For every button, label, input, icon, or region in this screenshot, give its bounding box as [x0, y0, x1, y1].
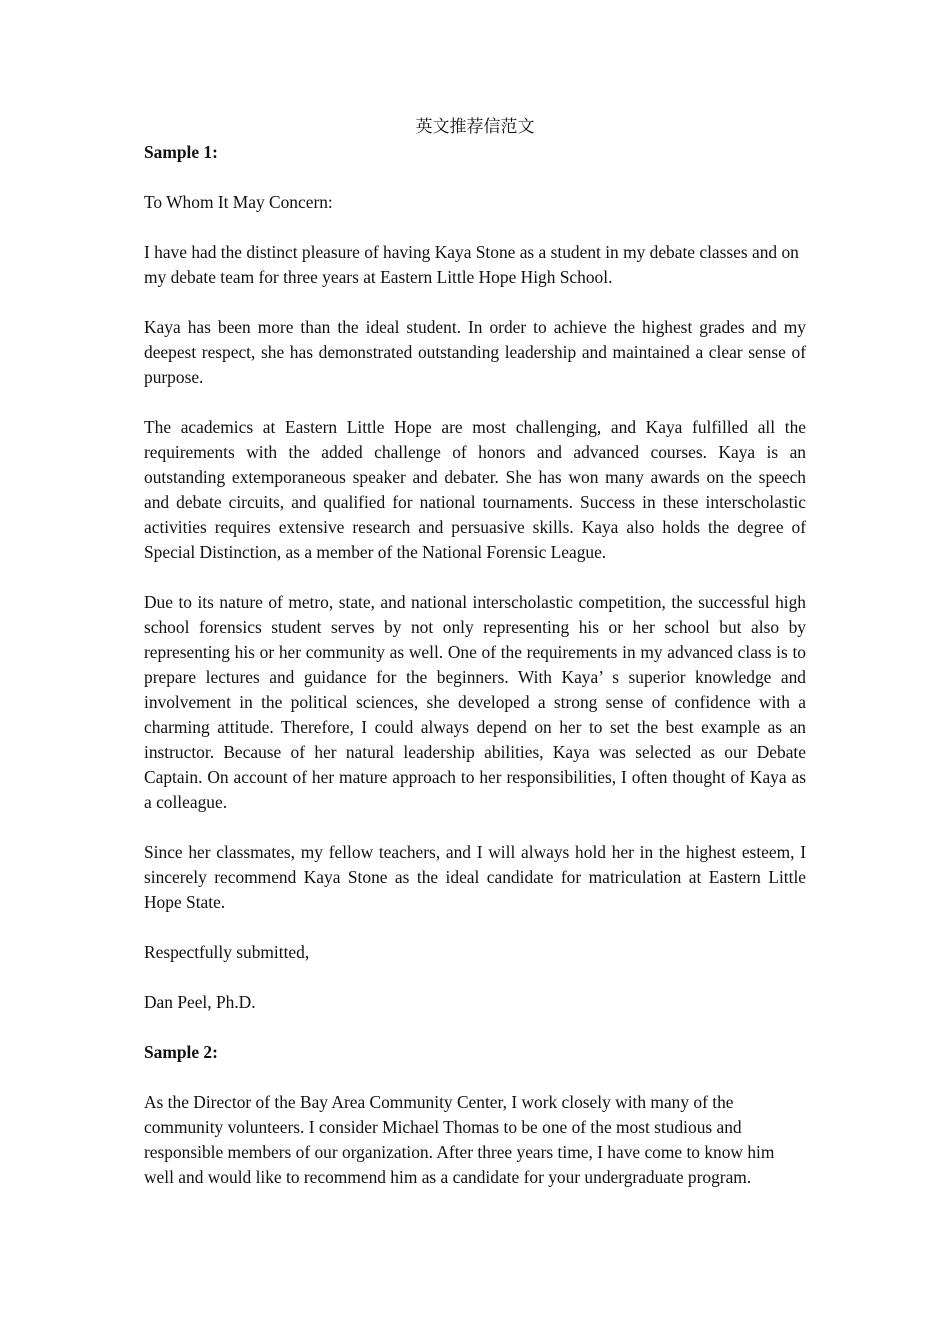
sample-2-paragraph-1: As the Director of the Bay Area Community Center, I work closely with many of the community volunteers. I consider Michael Thomas to be one of the most studious and responsible members of our organization. After three years time, I have come to know him well and would like to recommend him as a candidate for your undergraduate program. — [144, 1092, 775, 1187]
sample-1-paragraph-3: The academics at Eastern Little Hope are most challenging, and Kaya fulfilled all the requirements with the added challenge of honors and advanced courses. Kaya is an outstanding extemporaneous speaker and debater. She has won many awards on the speech and debate circuits, and qualified for national tournaments. Success in these interscholastic activities requires extensive research and persuasive skills. Kaya also holds the degree of Special Distinction, as a member of the National Forensic League. — [144, 417, 806, 562]
sample-1-heading: Sample 1: — [144, 142, 218, 162]
document-title: 英文推荐信范文 — [415, 117, 535, 137]
salutation: To Whom It May Concern: — [144, 192, 333, 212]
signature: Dan Peel, Ph.D. — [144, 992, 256, 1012]
sample-1-paragraph-2: Kaya has been more than the ideal student. In order to achieve the highest grades and my deepest respect, she has demonstrated outstanding leadership and maintained a clear sense of purpose. — [144, 317, 806, 387]
sample-1-paragraph-1: I have had the distinct pleasure of having Kaya Stone as a student in my debate classes and on my debate team for three years at Eastern Little Hope High School. — [144, 242, 799, 287]
closing: Respectfully submitted, — [144, 942, 310, 962]
sample-1-paragraph-4: Due to its nature of metro, state, and national interscholastic competition, the successful high school forensics student serves by not only representing his or her school but also by representing his or her community as well. One of the requirements in my advanced class is to prepare lectures and guidance for the beginners. With Kaya’ s superior knowledge and involvement in the political sciences, she developed a strong sense of confidence with a charming attitude. Therefore, I could always depend on her to set the best example as an instructor. Because of her natural leadership abilities, Kaya was selected as our Debate Captain. On account of her mature approach to her responsibilities, I often thought of Kaya as a colleague. — [144, 592, 806, 812]
document-body — [144, 140, 806, 1215]
sample-2-heading: Sample 2: — [144, 1042, 218, 1062]
sample-1-paragraph-5: Since her classmates, my fellow teachers, and I will always hold her in the highest esteem, I sincerely recommend Kaya Stone as the ideal candidate for matriculation at Eastern Little Hope State. — [144, 842, 806, 912]
